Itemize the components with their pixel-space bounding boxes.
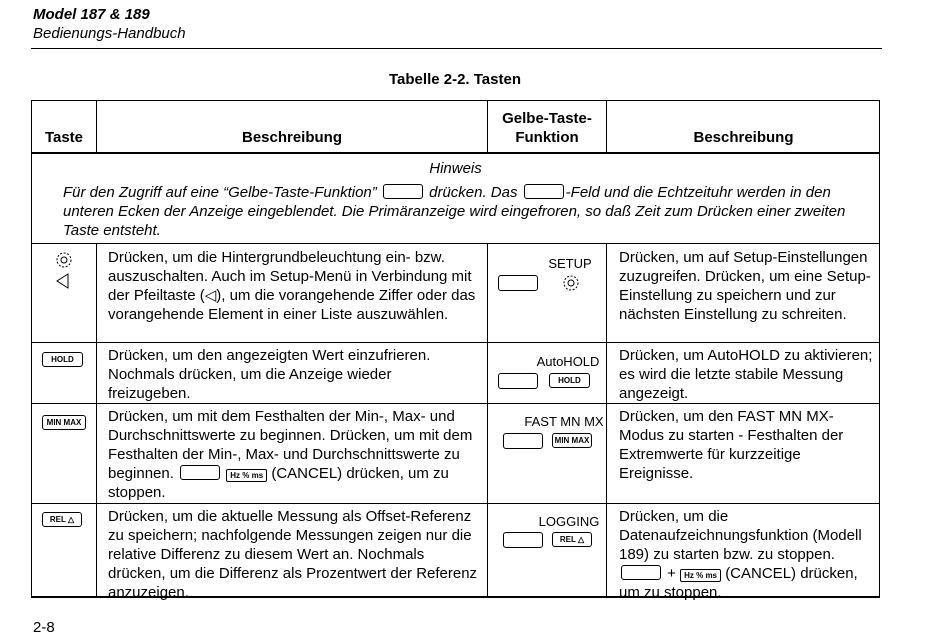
hold-key-icon: HOLD xyxy=(549,373,590,388)
header-rule xyxy=(31,48,882,49)
hz-percent-ms-key-icon: Hz % ms xyxy=(680,569,721,582)
yellow-key-icon xyxy=(621,565,661,580)
row3-function-description: Drücken, um den FAST MN MX-Modus zu starten - Festhalten der Extremwerte für kurzzeitige Ereignisse. xyxy=(619,408,844,482)
manual-subtitle: Bedienungs-Handbuch xyxy=(33,25,186,42)
yellow-key-icon xyxy=(524,184,564,199)
yellow-key-icon xyxy=(503,433,543,449)
backlight-icon xyxy=(562,274,580,292)
row1-function-label: SETUP xyxy=(548,256,592,271)
yellow-key-icon xyxy=(498,275,538,291)
manual-model-title: Model 187 & 189 xyxy=(33,6,150,23)
yellow-key-icon xyxy=(498,373,538,389)
column-header-description: Beschreibung xyxy=(241,129,343,146)
row3-description-cancel: (CANCEL) drücken, um zu stoppen. xyxy=(108,465,449,501)
min-max-key-icon: MIN MAX xyxy=(42,415,86,430)
hold-key-icon: HOLD xyxy=(42,352,83,367)
rel-key-icon: REL △ xyxy=(42,512,82,527)
column-header-key: Taste xyxy=(44,129,84,146)
arrow-left-icon xyxy=(56,273,70,289)
row4-function-cancel: (CANCEL) drücken, um zu stoppen. xyxy=(619,565,858,601)
header-divider xyxy=(31,152,880,154)
backlight-icon xyxy=(55,251,73,269)
row4-function-description xyxy=(619,507,877,602)
note-divider xyxy=(31,243,880,244)
row-divider xyxy=(31,342,880,343)
rel-key-icon: REL △ xyxy=(552,532,592,547)
plus-sign: + xyxy=(667,565,676,582)
page-number: 2-8 xyxy=(33,619,55,636)
row3-description xyxy=(108,407,478,502)
col-divider xyxy=(487,244,488,598)
row-divider xyxy=(31,403,880,404)
note-text-2: drücken. Das xyxy=(429,184,518,201)
column-header-function-description: Beschreibung xyxy=(693,129,794,146)
yellow-key-icon xyxy=(180,465,220,480)
yellow-key-icon xyxy=(503,532,543,548)
note-text-3: -Feld und die Echtzeituhr werden in den unteren Ecken der Anzeige eingeblendet. Die Primäranzeige wird eingefroren, so daß Zeit zum Drücken einer zweiten Taste entsteht. xyxy=(63,184,846,239)
row3-function-label: FAST MN MX xyxy=(524,414,604,429)
row4-function-text: Drücken, um die Datenaufzeichnungsfunktion (Modell 189) zu starten bzw. zu stoppen. xyxy=(619,508,862,563)
col-divider xyxy=(487,101,488,153)
col-divider xyxy=(96,244,97,598)
row2-function-label: AutoHOLD xyxy=(536,354,600,369)
table-title: Tabelle 2-2. Tasten xyxy=(389,71,521,88)
min-max-key-icon: MIN MAX xyxy=(552,433,592,448)
note-body xyxy=(63,183,853,240)
row4-function-label: LOGGING xyxy=(538,514,600,529)
row1-description: Drücken, um die Hintergrundbeleuchtung ein- bzw. auszuschalten. Auch im Setup-Menü in Verbindung mit der Pfeiltaste (◁), um die vorangehende Ziffer oder das vorangehende Element in einer Liste auszuwählen. xyxy=(108,249,476,323)
note-title: Hinweis xyxy=(429,160,482,177)
row4-description: Drücken, um die aktuelle Messung als Offset-Referenz zu speichern; nachfolgende Messungen zeigen nur die relative Differenz zu diesem Wert an. Nochmals drücken, um die Differenz als Prozentwert der Referenz anzuzeigen. xyxy=(108,508,478,601)
note-text-1: Für den Zugriff auf eine “Gelbe-Taste-Funktion” xyxy=(63,184,377,201)
row2-function-description: Drücken, um AutoHOLD zu aktivieren; es wird die letzte stabile Messung angezeigt. xyxy=(619,347,873,402)
row2-description: Drücken, um den angezeigten Wert einzufrieren. Nochmals drücken, um die Anzeige wieder freizugeben. xyxy=(108,347,431,402)
row1-function-description: Drücken, um auf Setup-Einstellungen zuzugreifen. Drücken, um eine Setup-Einstellung zu speichern und zur nächsten Einstellung zu schreiten. xyxy=(619,249,871,323)
row3-description-text: Drücken, um mit dem Festhalten der Min-, Max- und Durchschnittswerte zu beginnen. Drücken, um mit dem Festhalten der Min-, Max- und Durchschnittswerte zu beginnen. xyxy=(108,408,473,482)
yellow-key-icon xyxy=(383,184,423,199)
column-header-yellow-function: Gelbe-Taste-Funktion xyxy=(502,110,592,146)
row-divider xyxy=(31,503,880,504)
hz-percent-ms-key-icon: Hz % ms xyxy=(226,469,267,482)
